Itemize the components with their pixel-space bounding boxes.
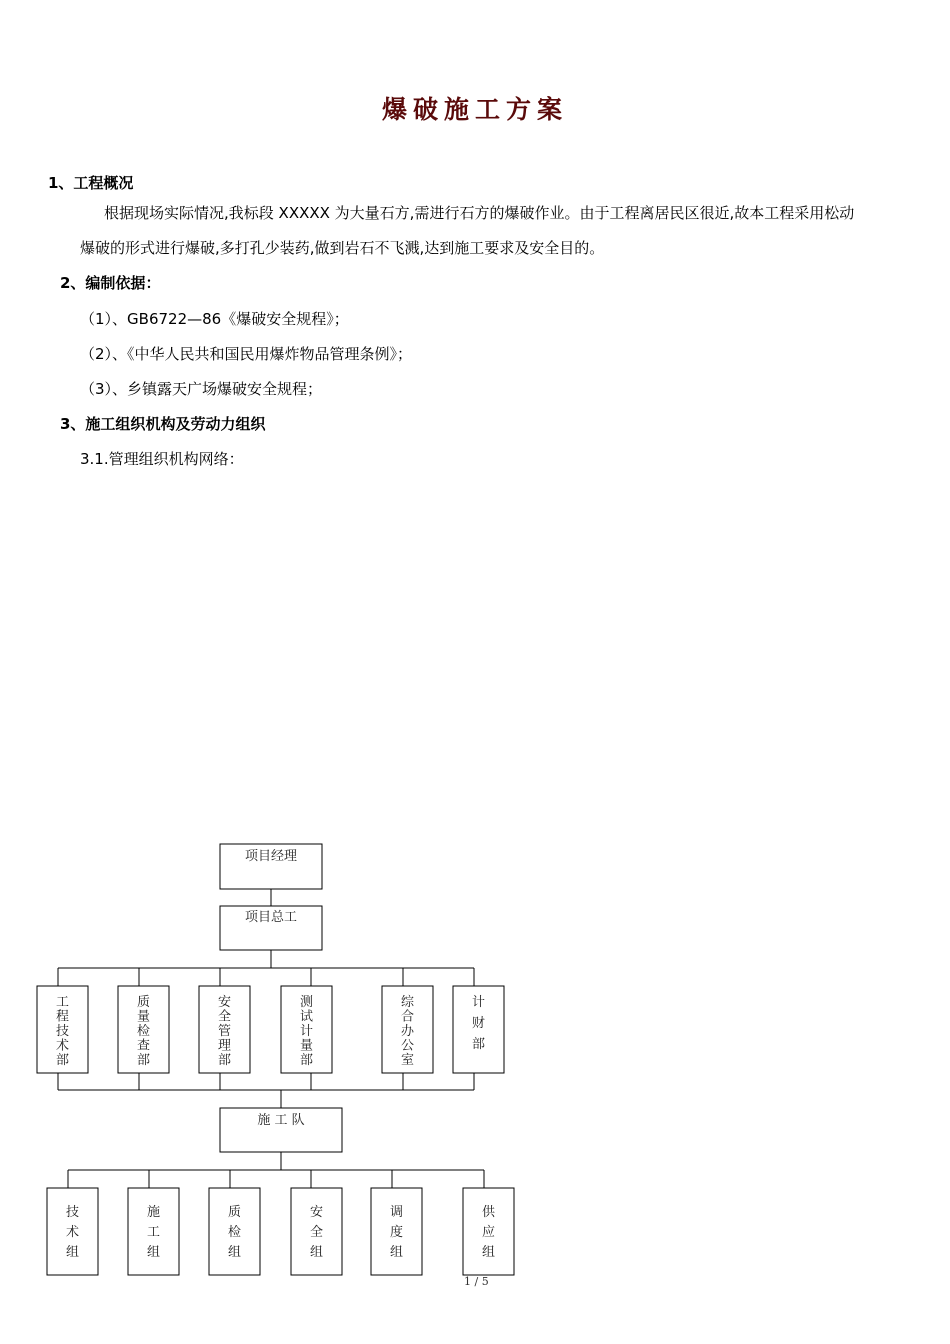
org-department-label-char: 查 xyxy=(136,1038,151,1054)
org-department-label-char: 公 xyxy=(400,1038,415,1054)
overview-paragraph-line2: 爆破的形式进行爆破,多打孔少装药,做到岩石不飞溅,达到施工要求及安全目的。 xyxy=(80,239,605,257)
org-department-label-char: 检 xyxy=(136,1024,151,1039)
org-department-label-char: 质 xyxy=(136,995,151,1010)
org-department-label-char: 部 xyxy=(217,1053,232,1068)
org-group-1 xyxy=(47,1188,98,1275)
org-group-label-char: 检 xyxy=(227,1225,242,1240)
org-department-label-char: 部 xyxy=(471,1037,486,1052)
org-department-3 xyxy=(199,986,250,1073)
org-group-label-char: 全 xyxy=(309,1225,324,1240)
org-department-5 xyxy=(382,986,433,1073)
org-group-label-char: 度 xyxy=(389,1225,404,1240)
org-department-label-char: 测 xyxy=(299,995,314,1010)
org-department-label-char: 技 xyxy=(55,1024,70,1039)
org-department-1 xyxy=(37,986,88,1073)
org-department-label-char: 部 xyxy=(55,1053,70,1068)
org-department-2 xyxy=(118,986,169,1073)
page-number: 1 / 5 xyxy=(464,1275,489,1288)
org-department-4 xyxy=(281,986,332,1073)
org-node-chief-engineer xyxy=(220,906,322,950)
org-group-4 xyxy=(291,1188,342,1275)
org-department-label-char: 工 xyxy=(55,995,70,1010)
org-group-label-char: 安 xyxy=(309,1205,324,1220)
org-department-label-char: 室 xyxy=(400,1053,415,1068)
section-heading-overview: 1、工程概况 xyxy=(48,174,134,192)
document-title: 爆破施工方案 xyxy=(381,95,568,124)
section-heading-basis: 2、编制依据： xyxy=(60,274,161,292)
org-group-3 xyxy=(209,1188,260,1275)
org-group-2 xyxy=(128,1188,179,1275)
org-group-label-char: 调 xyxy=(389,1205,404,1220)
org-department-label-char: 量 xyxy=(136,1009,151,1025)
org-department-label-char: 部 xyxy=(299,1053,314,1068)
org-department-6 xyxy=(453,986,504,1073)
basis-item-2: （2）、《中华人民共和国民用爆炸物品管理条例》； xyxy=(80,345,413,363)
svg-text:项目经理: 项目经理 xyxy=(244,849,298,864)
org-department-label-char: 量 xyxy=(299,1038,314,1054)
org-group-6 xyxy=(463,1188,514,1275)
org-group-label-char: 组 xyxy=(481,1245,496,1260)
org-group-label-char: 技 xyxy=(65,1205,80,1220)
org-department-label-char: 计 xyxy=(299,1024,314,1039)
org-group-label-char: 工 xyxy=(146,1225,161,1240)
org-department-label-char: 理 xyxy=(217,1038,232,1054)
org-department-label-char: 合 xyxy=(400,1009,415,1025)
org-group-label-char: 组 xyxy=(227,1245,242,1260)
org-group-5 xyxy=(371,1188,422,1275)
org-group-label-char: 施 xyxy=(146,1205,161,1220)
org-group-label-char: 组 xyxy=(146,1245,161,1260)
section-heading-organization: 3、施工组织机构及劳动力组织 xyxy=(60,415,266,433)
org-department-label-char: 管 xyxy=(217,1024,232,1039)
org-group-label-char: 组 xyxy=(309,1245,324,1260)
org-department-label-char: 程 xyxy=(55,1009,70,1025)
org-group-label-char: 应 xyxy=(481,1225,496,1240)
org-department-label-char: 试 xyxy=(299,1009,314,1025)
org-department-label-char: 安 xyxy=(217,995,232,1010)
org-department-label-char: 全 xyxy=(217,1009,232,1025)
org-department-label-char: 部 xyxy=(136,1053,151,1068)
org-group-label-char: 组 xyxy=(65,1245,80,1260)
org-node-project-manager xyxy=(220,844,322,889)
org-group-label-char: 质 xyxy=(227,1205,242,1220)
org-node-construction-team xyxy=(220,1108,342,1152)
org-department-label-char: 办 xyxy=(400,1024,415,1039)
subsection-heading-network: 3.1.管理组织机构网络： xyxy=(80,450,244,468)
basis-item-1: （1）、GB6722—86《爆破安全规程》； xyxy=(80,310,349,328)
overview-paragraph-line1: 根据现场实际情况,我标段 XXXXX 为大量石方,需进行石方的爆破作业。由于工程离居民区很近,故本工程采用松动 xyxy=(104,204,855,222)
basis-item-3: （3）、乡镇露天广场爆破安全规程； xyxy=(80,380,323,398)
org-group-label-char: 术 xyxy=(65,1225,80,1240)
org-department-label-char: 综 xyxy=(400,995,415,1010)
svg-text:施 工 队: 施 工 队 xyxy=(257,1113,305,1128)
org-group-label-char: 组 xyxy=(389,1245,404,1260)
org-group-label-char: 供 xyxy=(481,1205,496,1220)
org-department-label-char: 计 xyxy=(471,995,486,1010)
org-department-label-char: 术 xyxy=(55,1038,70,1054)
svg-text:项目总工: 项目总工 xyxy=(244,910,298,925)
org-department-label-char: 财 xyxy=(471,1016,486,1031)
